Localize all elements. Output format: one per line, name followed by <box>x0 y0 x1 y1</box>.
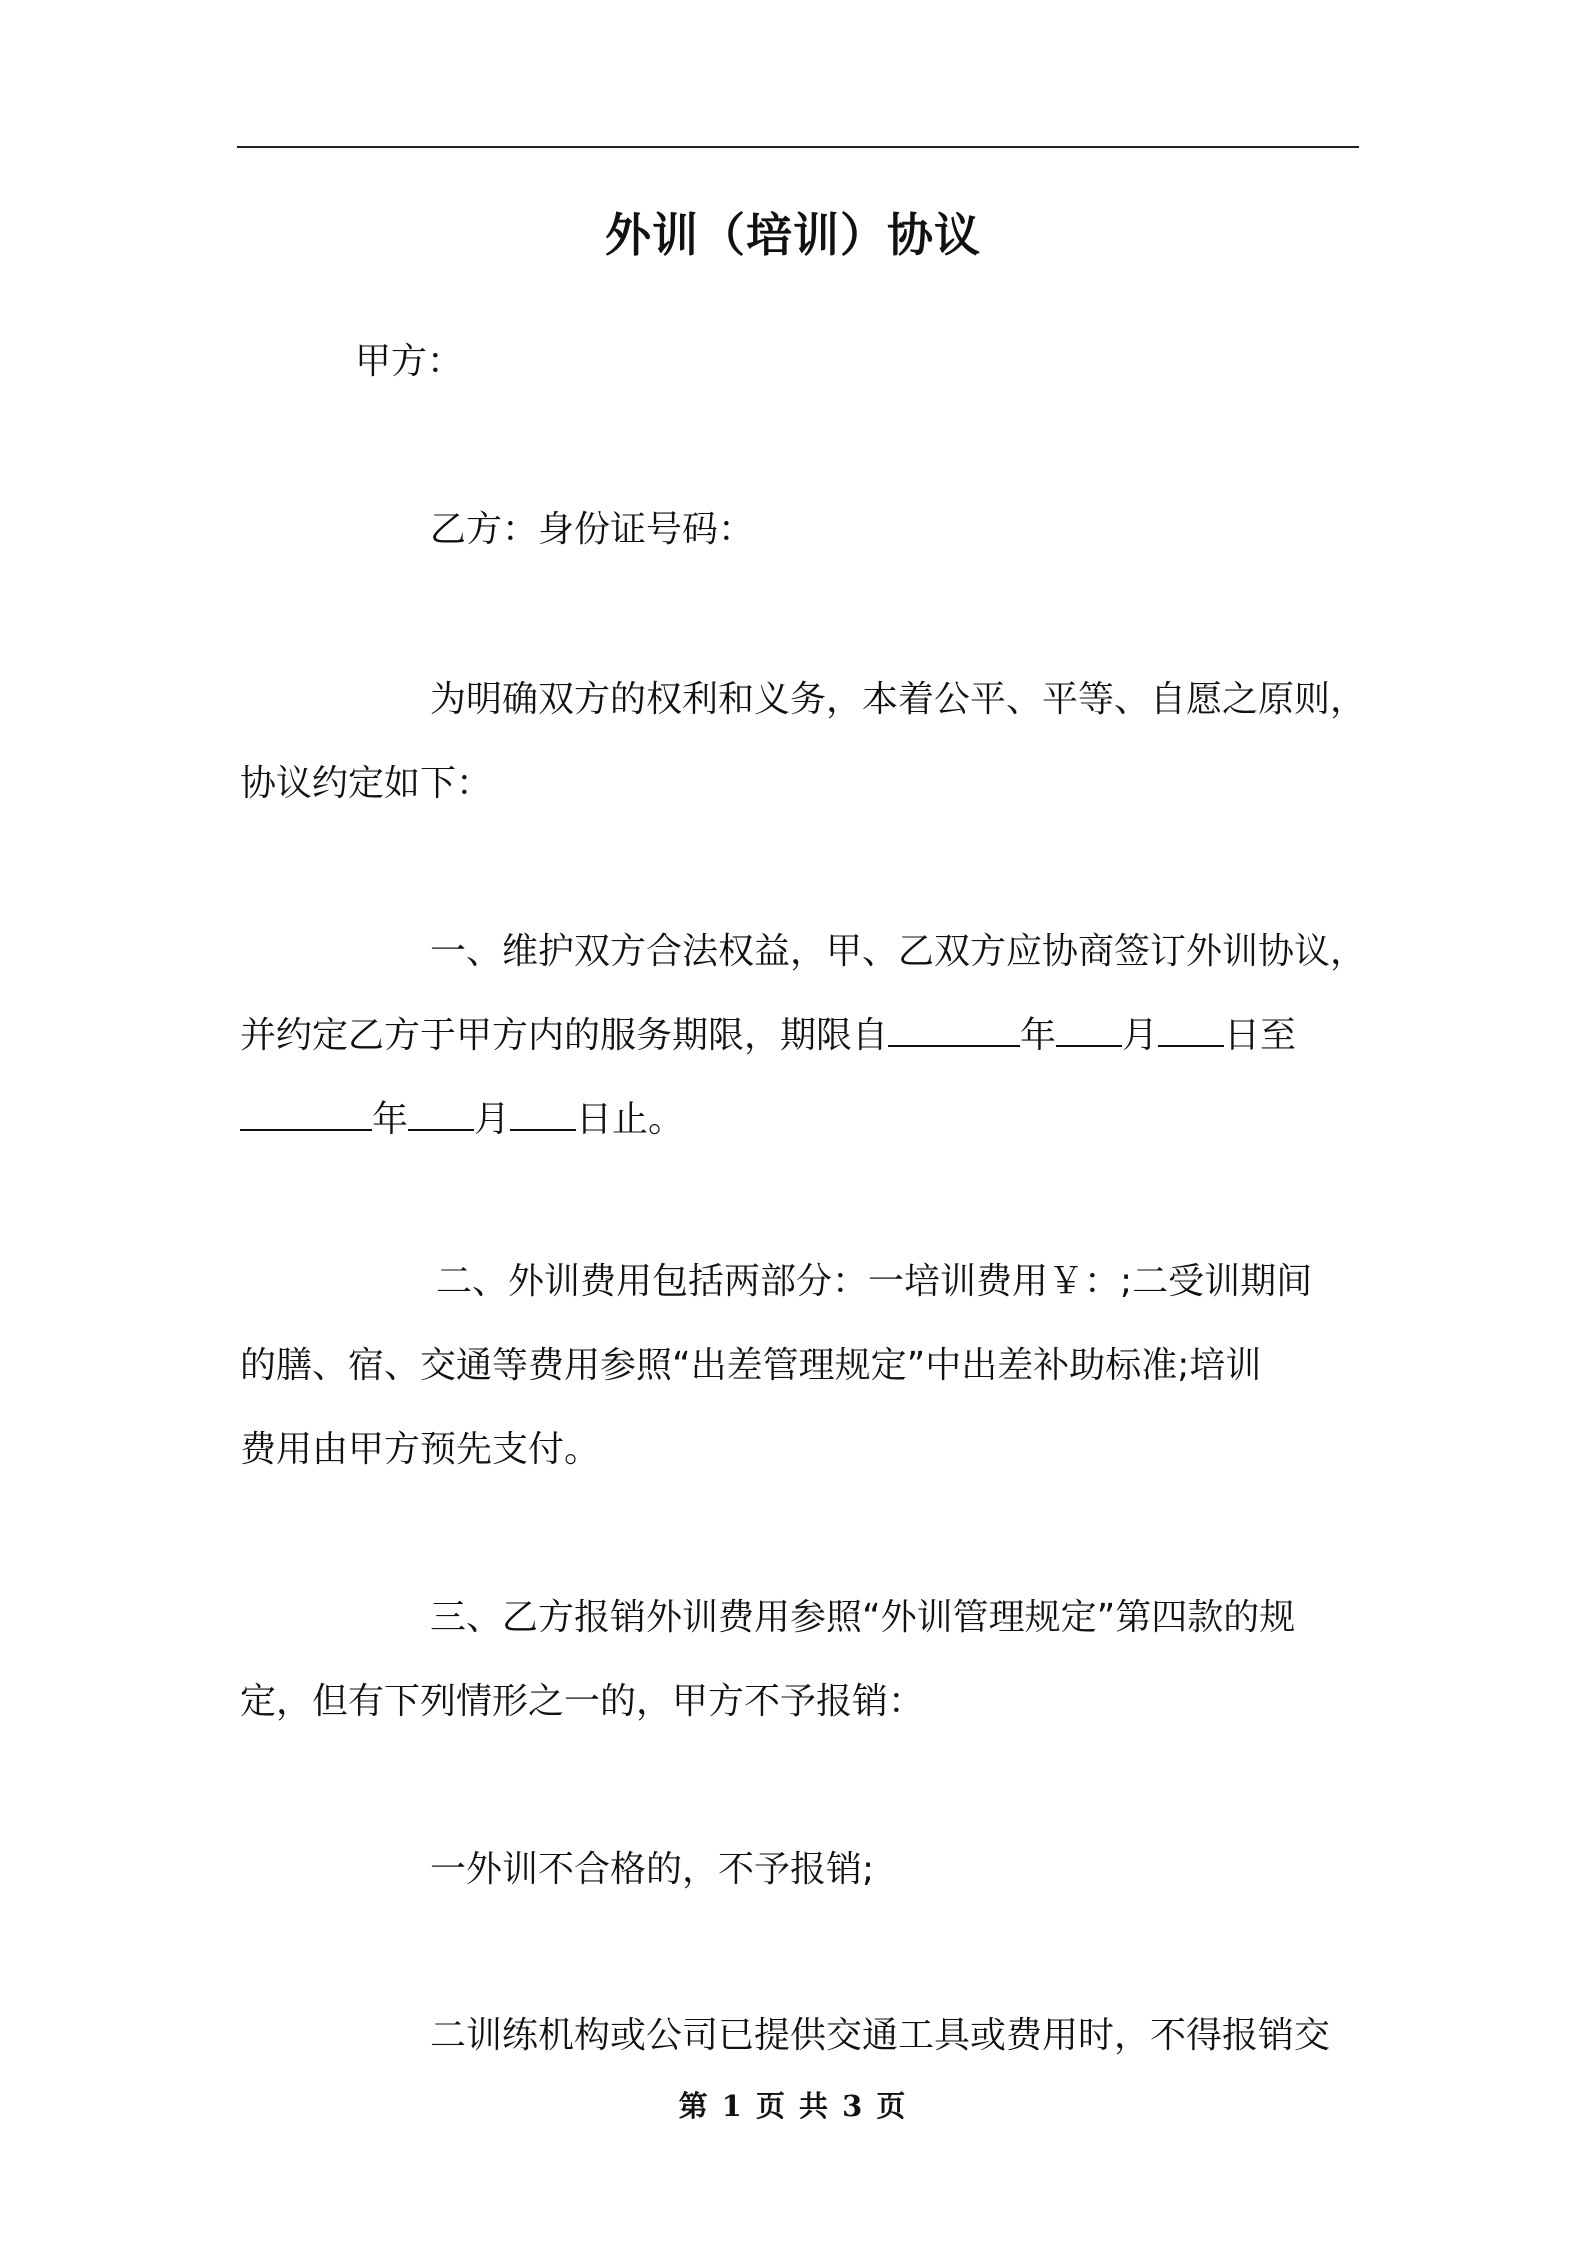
party-b-line <box>240 488 1380 572</box>
clause-1-term-prefix: 并约定乙方于甲方内的服务期限，期限自 <box>240 1015 889 1056</box>
end-day-blank[interactable] <box>510 1097 576 1131</box>
clause-2-line-3: 费用由甲方预先支付。 <box>240 1429 601 1470</box>
end-month-label: 月 <box>474 1099 511 1140</box>
clause-2-line-1: 二、外训费用包括两部分：一培训费用￥：;二受训期间 <box>436 1261 1313 1302</box>
party-b-label: 乙方：身份证号码： <box>430 509 755 550</box>
item-1-line <box>240 1828 1380 1912</box>
end-month-blank[interactable] <box>408 1097 474 1131</box>
item-1-text: 一外训不合格的，不予报销; <box>430 1849 875 1890</box>
clause-3-paragraph <box>240 1576 1380 1744</box>
document-title: 外训（培训）协议 <box>605 208 981 262</box>
intro-line-2: 协议约定如下： <box>240 763 493 804</box>
clause-1-line-3 <box>240 1078 1380 1162</box>
item-2-line <box>240 1994 1380 2078</box>
start-day-blank[interactable] <box>1158 1013 1224 1047</box>
end-year-blank[interactable] <box>240 1097 372 1131</box>
end-day-label: 日止。 <box>576 1099 685 1140</box>
clause-1-line-2 <box>240 994 1380 1078</box>
party-a-label: 甲方： <box>355 341 464 382</box>
start-day-label: 日至 <box>1224 1015 1297 1056</box>
clause-2-line-2: 的膳、宿、交通等费用参照“出差管理规定”中出差补助标准;培训 <box>240 1345 1262 1386</box>
clause-3-line-2: 定，但有下列情形之一的，甲方不予报销： <box>240 1681 925 1722</box>
start-year-blank[interactable] <box>888 1013 1020 1047</box>
start-month-label: 月 <box>1122 1015 1159 1056</box>
start-month-blank[interactable] <box>1056 1013 1122 1047</box>
clause-3-line-1: 三、乙方报销外训费用参照“外训管理规定”第四款的规 <box>430 1597 1296 1638</box>
clause-1-paragraph <box>240 910 1380 1162</box>
header-rule <box>237 146 1359 148</box>
clause-2-paragraph <box>240 1240 1380 1492</box>
start-year-label: 年 <box>1020 1015 1057 1056</box>
clause-1-line-1: 一、维护双方合法权益，甲、乙双方应协商签订外训协议， <box>430 931 1367 972</box>
end-year-label: 年 <box>372 1099 409 1140</box>
page-indicator: 第 1 页 共 3 页 <box>678 2089 908 2123</box>
party-a-line <box>240 320 1380 404</box>
intro-paragraph <box>240 658 1380 826</box>
item-2-text: 二训练机构或公司已提供交通工具或费用时，不得报销交 <box>430 2015 1331 2056</box>
intro-line-1: 为明确双方的权利和义务，本着公平、平等、自愿之原则， <box>430 679 1367 720</box>
